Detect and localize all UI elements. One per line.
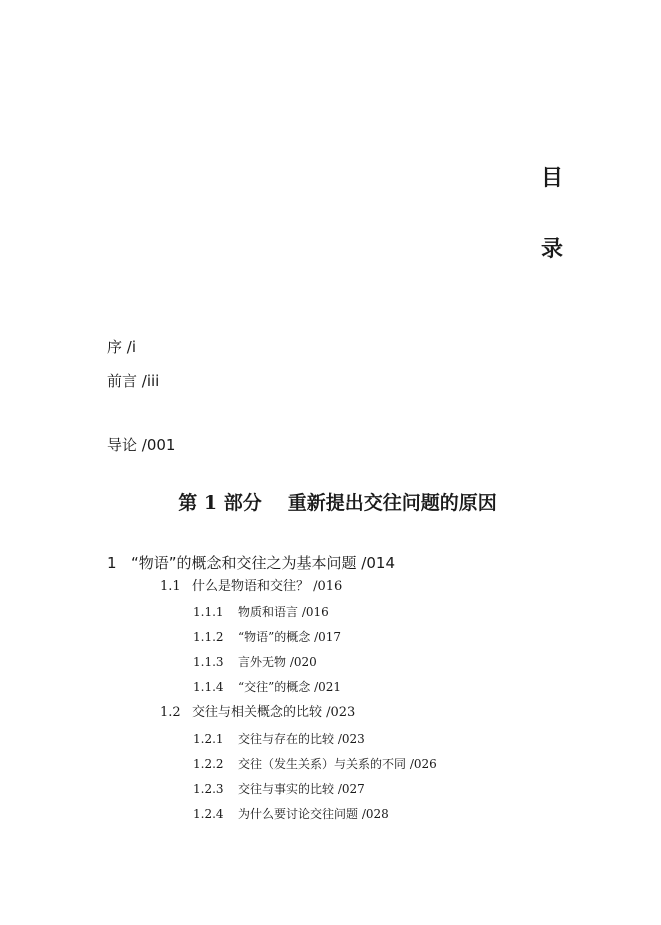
subsection-entry [193, 629, 341, 645]
subsection-entry [193, 604, 329, 620]
subsection-title: 交往与存在的比较 /023 [238, 732, 365, 746]
section-title: 什么是物语和交往？ /016 [192, 579, 343, 594]
part-title: 重新提出交往问题的原因 [287, 492, 497, 514]
subsection-entry [193, 806, 389, 822]
section-title: 交往与相关概念的比较 /023 [192, 705, 356, 720]
subsection-entry [193, 731, 365, 747]
subsection-number: 1.1.4 [193, 680, 224, 694]
section-entry [160, 705, 355, 721]
toc-entry-preface: 序 /i [107, 338, 136, 356]
section-number: 1.2 [160, 705, 181, 720]
toc-title-char-1: 目 [541, 165, 564, 191]
subsection-title: 言外无物 /020 [238, 655, 317, 669]
subsection-title: “交往”的概念 /021 [238, 680, 342, 694]
toc-title-char-2: 录 [541, 236, 564, 262]
part-heading [0, 491, 661, 515]
subsection-title: 交往与事实的比较 /027 [238, 782, 365, 796]
subsection-number: 1.2.1 [193, 732, 224, 746]
section-entry [160, 579, 342, 595]
subsection-entry [193, 679, 341, 695]
subsection-entry [193, 654, 317, 670]
subsection-number: 1.2.3 [193, 782, 224, 796]
chapter-title: “物语”的概念和交往之为基本问题 /014 [131, 554, 395, 572]
toc-entry-foreword: 前言 /iii [107, 372, 160, 390]
subsection-number: 1.2.4 [193, 807, 224, 821]
chapter-number: 1 [107, 554, 117, 572]
subsection-title: “物语”的概念 /017 [238, 630, 342, 644]
part-number: 第 1 部分 [178, 492, 262, 514]
chapter-entry [107, 554, 395, 572]
section-number: 1.1 [160, 579, 181, 594]
subsection-entry [193, 756, 437, 772]
subsection-title: 为什么要讨论交往问题 /028 [238, 807, 389, 821]
subsection-number: 1.2.2 [193, 757, 224, 771]
subsection-title: 交往（发生关系）与关系的不同 /026 [238, 757, 437, 771]
subsection-number: 1.1.1 [193, 605, 224, 619]
subsection-entry [193, 781, 365, 797]
subsection-title: 物质和语言 /016 [238, 605, 329, 619]
subsection-number: 1.1.2 [193, 630, 224, 644]
subsection-number: 1.1.3 [193, 655, 224, 669]
toc-entry-introduction: 导论 /001 [107, 436, 176, 454]
